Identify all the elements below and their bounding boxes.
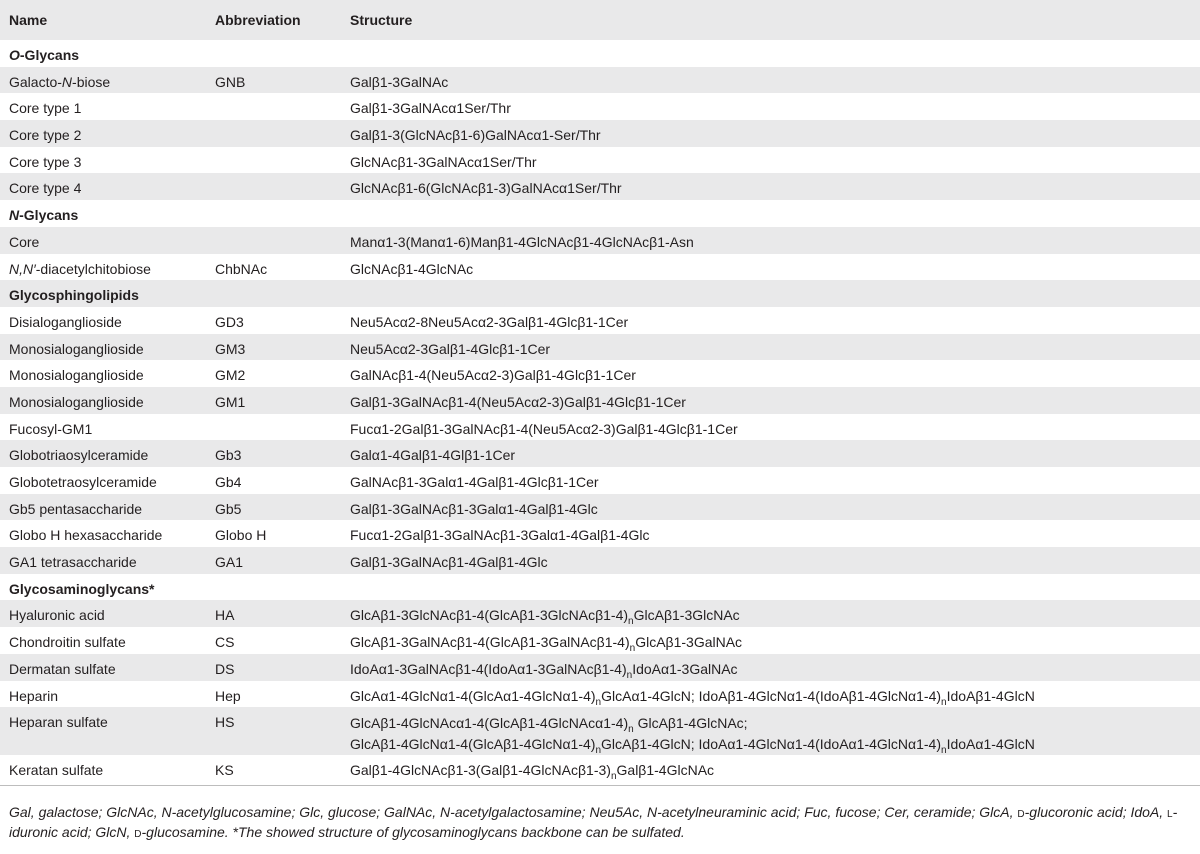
row-abbr: HA bbox=[215, 607, 235, 624]
row-name: Core type 2 bbox=[9, 127, 82, 144]
row-name: Core type 4 bbox=[9, 180, 82, 197]
table-row bbox=[0, 414, 1200, 441]
row-structure: Galβ1-3GalNAcβ1-4Galβ1-4Glc bbox=[350, 554, 548, 571]
row-structure: $GlcA\alpha 1-4GlcN\alpha 1-4(GlcA\alpha 1-4GlcN\alpha 1-4)_nGlcA\alpha 1-4GlcN$; $IdoA\beta 1-4GlcN\alpha 1-4(IdoA\beta 1-4GlcN\alpha 1-4)_nIdoA\beta 1-4GlcN$ bbox=[350, 687, 1035, 708]
table-row bbox=[0, 147, 1200, 174]
table-row bbox=[0, 360, 1200, 387]
row-abbr: GA1 bbox=[215, 554, 244, 571]
row-name: GA1 tetrasaccharide bbox=[9, 554, 137, 571]
row-abbr bbox=[215, 93, 350, 120]
row-abbr bbox=[215, 147, 350, 174]
row-abbr: Gb4 bbox=[215, 474, 242, 490]
row-name: N,N′-diacetylchitobiose bbox=[9, 260, 151, 277]
bottom-rule bbox=[0, 785, 1200, 786]
row-structure: Manα1-3(Manα1-6)Manβ1-4GlcNAcβ1-4GlcNAcβ1-Asn bbox=[350, 233, 694, 250]
row-abbr: GM3 bbox=[215, 340, 246, 357]
row-abbr: HS bbox=[215, 714, 235, 731]
table-row bbox=[0, 440, 1200, 467]
row-name: Heparan sulfate bbox=[9, 714, 108, 731]
section-title: Glycosphingolipids bbox=[9, 287, 139, 304]
row-structure: Galβ1-3GalNAcβ1-3Galα1-4Galβ1-4Glc bbox=[350, 500, 598, 517]
row-name: Globotetraosylceramide bbox=[9, 474, 157, 490]
row-name: Fucosyl-GM1 bbox=[9, 420, 93, 437]
row-structure: GlcNAcβ1-4GlcNAc bbox=[350, 260, 474, 277]
row-name: Chondroitin sulfate bbox=[9, 634, 126, 651]
header-name: Name bbox=[9, 12, 48, 28]
row-abbr: KS bbox=[215, 762, 234, 779]
section-n-glycans bbox=[0, 200, 1200, 227]
row-abbr: ChbNAc bbox=[215, 260, 268, 277]
header-row bbox=[0, 0, 1200, 40]
table-row bbox=[0, 307, 1200, 334]
row-name: Core type 3 bbox=[9, 153, 82, 170]
row-abbr: Gb5 bbox=[215, 500, 242, 517]
row-structure: GlcNAcβ1-3GalNAcα1Ser/Thr bbox=[350, 153, 537, 170]
table-row bbox=[0, 600, 1200, 627]
row-structure: Neu5Acα2-3Galβ1-4Glcβ1-1Cer bbox=[350, 340, 551, 357]
row-abbr: GM2 bbox=[215, 367, 246, 384]
row-abbr: CS bbox=[215, 634, 235, 651]
table-row bbox=[0, 520, 1200, 547]
row-name: Keratan sulfate bbox=[9, 762, 104, 779]
row-name: Heparin bbox=[9, 687, 59, 704]
row-name: Globotriaosylceramide bbox=[9, 447, 149, 464]
table-row bbox=[0, 494, 1200, 521]
row-name: Core type 1 bbox=[9, 100, 82, 117]
table-row bbox=[0, 227, 1200, 254]
section-glycosphingolipids bbox=[0, 280, 1200, 307]
table-footnote: Gal, galactose; GlcNAc, N-acetylglucosamine; Glc, glucose; GalNAc, N-acetylgalactosamine; Neu5Ac, N-acetylneuraminic acid; Fuc, fucose; Cer, ceramide; GlcA, d-glucoronic acid; IdoA, l-iduronic acid; GlcN, d-glucosamine. *The showed structure of glycosaminoglycans backbone can be sulfated. bbox=[9, 804, 1178, 840]
row-abbr bbox=[215, 173, 350, 200]
row-structure: Galα1-4Galβ1-4Glβ1-1Cer bbox=[350, 447, 516, 464]
table-row bbox=[0, 334, 1200, 361]
section-o-glycans bbox=[0, 40, 1200, 67]
table-row bbox=[0, 93, 1200, 120]
row-name: Globo H hexasaccharide bbox=[9, 527, 163, 544]
row-name: Hyaluronic acid bbox=[9, 607, 105, 624]
table-row bbox=[0, 387, 1200, 414]
row-name: Disialoganglioside bbox=[9, 313, 122, 330]
section-title: Glycosaminoglycans* bbox=[9, 580, 155, 597]
section-glycosaminoglycans bbox=[0, 574, 1200, 601]
table-row bbox=[0, 654, 1200, 681]
row-abbr: GM1 bbox=[215, 393, 246, 410]
row-abbr bbox=[215, 120, 350, 147]
row-name: Dermatan sulfate bbox=[9, 660, 116, 677]
row-name: Gb5 pentasaccharide bbox=[9, 500, 143, 517]
header-structure: Structure bbox=[350, 12, 413, 28]
row-structure: Neu5Acα2-8Neu5Acα2-3Galβ1-4Glcβ1-1Cer bbox=[350, 313, 629, 330]
row-structure: Fucα1-2Galβ1-3GalNAcβ1-3Galα1-4Galβ1-4Glc bbox=[350, 527, 650, 544]
row-name: Galacto-N-biose bbox=[9, 73, 111, 90]
table-row bbox=[0, 707, 1200, 755]
table-row bbox=[0, 681, 1200, 708]
section-title: O-Glycans bbox=[9, 47, 80, 63]
row-abbr: Globo H bbox=[215, 527, 267, 544]
table-row bbox=[0, 254, 1200, 281]
row-abbr bbox=[215, 414, 350, 441]
table-row bbox=[0, 173, 1200, 200]
row-abbr bbox=[215, 227, 350, 254]
table-row bbox=[0, 120, 1200, 147]
row-name: Core bbox=[9, 233, 40, 250]
row-structure: Fucα1-2Galβ1-3GalNAcβ1-4(Neu5Acα2-3)Galβ1-4Glcβ1-1Cer bbox=[350, 420, 738, 437]
row-structure: $GlcA\beta 1-3GlcNAc\beta 1-4(GlcA\beta 1-3GlcNAc\beta 1-4)_nGlcA\beta 1-3GlcNAc$ bbox=[350, 607, 740, 628]
header-abbreviation: Abbreviation bbox=[215, 12, 301, 28]
section-title: N-Glycans bbox=[9, 207, 79, 224]
row-name: Monosialoganglioside bbox=[9, 393, 144, 410]
row-structure: $Gal\beta 1-4GlcNAc\beta 1-3(Gal\beta 1-4GlcNAc\beta 1-3)_nGal\beta 1-4GlcNAc$ bbox=[350, 762, 715, 782]
row-name: Monosialoganglioside bbox=[9, 367, 144, 384]
row-structure: Galβ1-3GalNAcβ1-4(Neu5Acα2-3)Galβ1-4Glcβ1-1Cer bbox=[350, 393, 686, 410]
row-structure: GalNAcβ1-3Galα1-4Galβ1-4Glcβ1-1Cer bbox=[350, 474, 599, 490]
table-row bbox=[0, 627, 1200, 654]
table-row bbox=[0, 755, 1200, 785]
row-abbr: GNB bbox=[215, 73, 246, 90]
row-structure: GlcNAcβ1-6(GlcNAcβ1-3)GalNAcα1Ser/Thr bbox=[350, 180, 622, 197]
row-structure: $GlcA\beta 1-3GalNAc\beta 1-4(GlcA\beta 1-3GalNAc\beta 1-4)_nGlcA\beta 1-3GalNAc$ bbox=[350, 634, 743, 654]
row-structure: Galβ1-3GalNAcα1Ser/Thr bbox=[350, 100, 511, 117]
row-name: Monosialoganglioside bbox=[9, 340, 144, 357]
table-row bbox=[0, 467, 1200, 494]
table-row bbox=[0, 547, 1200, 574]
row-structure: Galβ1-3GalNAc bbox=[350, 73, 449, 90]
row-abbr: DS bbox=[215, 660, 235, 677]
row-abbr: Gb3 bbox=[215, 447, 242, 464]
row-structure: Galβ1-3(GlcNAcβ1-6)GalNAcα1-Ser/Thr bbox=[350, 127, 601, 144]
row-structure: $GlcA\beta 1-4GlcNAc\alpha 1-4(GlcA\beta 1-4GlcNAc\alpha 1-4)_n$ GlcAβ1-4GlcNAc; $GlcA\beta 1-4GlcN\alpha 1-4(GlcA\beta 1-4GlcN\alpha 1-4)_nGlcA\beta 1-4GlcN$; $IdoA\alpha 1-4GlcN\alpha 1-4(IdoA\alpha 1-4GlcN\alpha 1-4)_nIdoA\alpha 1-4GlcN$ bbox=[350, 715, 1035, 756]
table-row bbox=[0, 67, 1200, 94]
row-structure: GalNAcβ1-4(Neu5Acα2-3)Galβ1-4Glcβ1-1Cer bbox=[350, 367, 636, 384]
row-structure: $IdoA\alpha 1-3GalNAc\beta 1-4(IdoA\alpha 1-3GalNAc\beta 1-4)_nIdoA\alpha 1-3GalNAc$ bbox=[350, 660, 738, 681]
row-abbr: Hep bbox=[215, 687, 241, 704]
row-abbr: GD3 bbox=[215, 313, 244, 330]
